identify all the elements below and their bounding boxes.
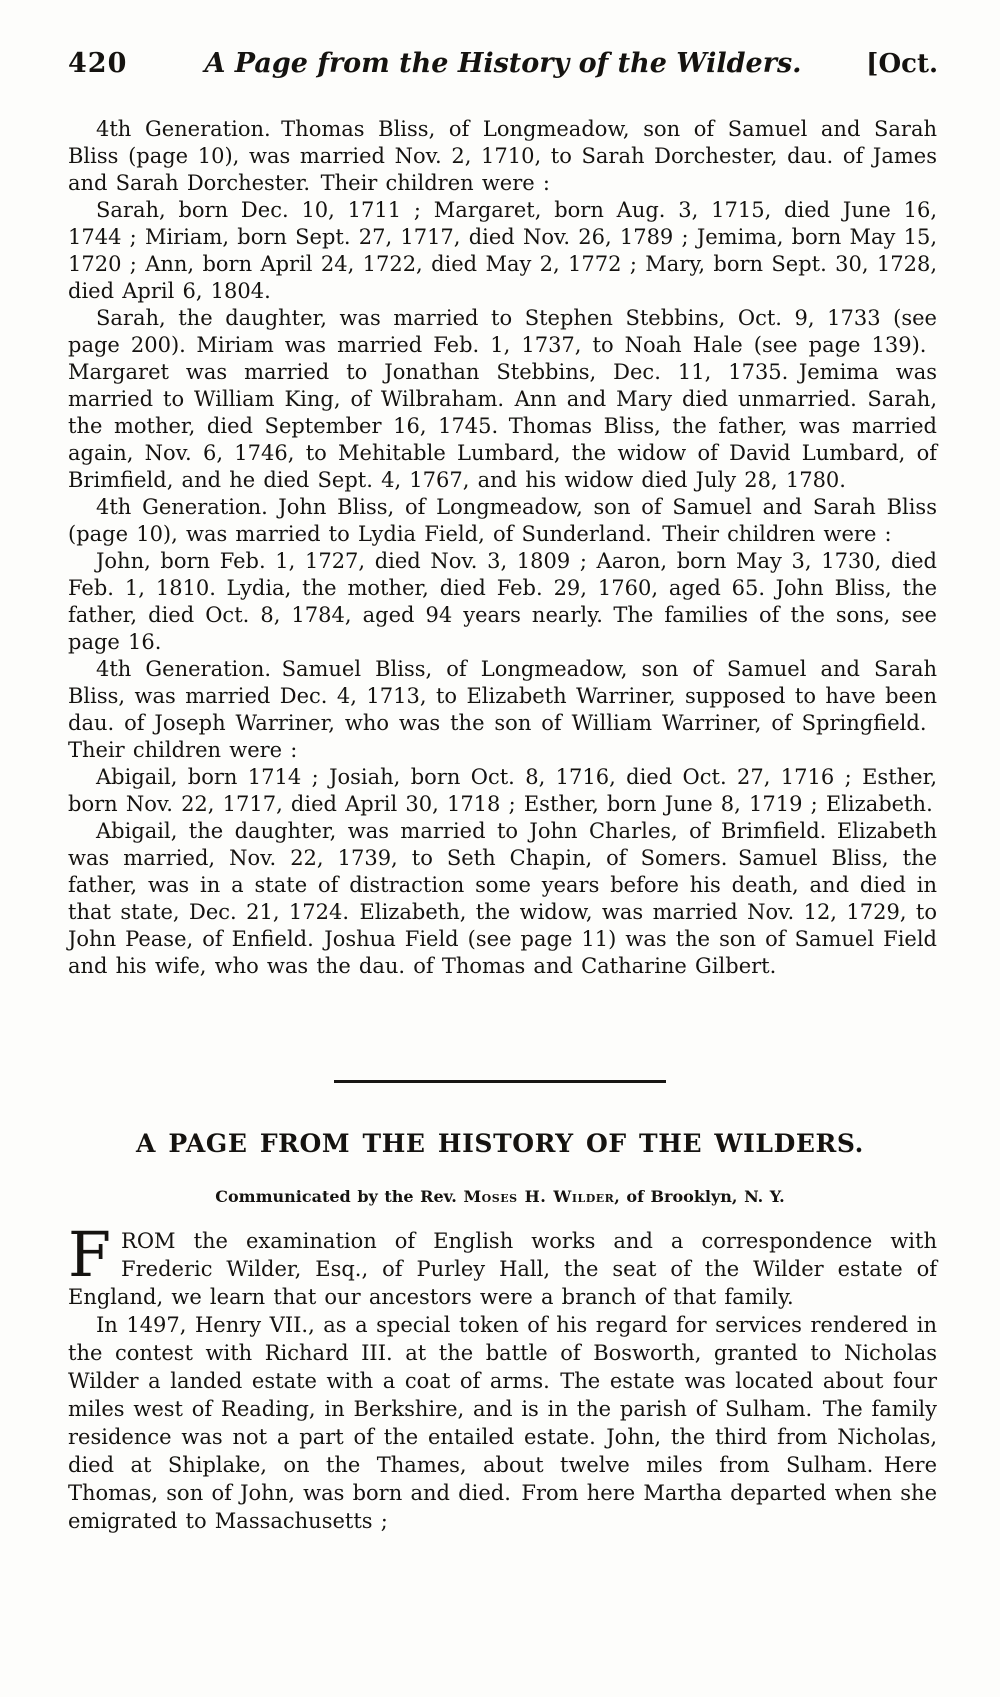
byline-suffix: , of Brooklyn, N. Y. (614, 1187, 785, 1206)
wilders-article-body (68, 1218, 937, 1535)
byline-author-name: Moses H. Wilder (463, 1187, 615, 1206)
section-divider-rule (334, 1080, 666, 1083)
article-opening-text: ROM the examination of English works and a correspondence with Frederic Wilder, Esq., of Purley Hall, the seat of the Wilder estate of England, we learn that our ancestors were a branch of that family. (68, 1229, 937, 1309)
genealogy-paragraph: Abigail, the daughter, was married to John Charles, of Brimfield. Elizabeth was married, Nov. 22, 1739, to Seth Chapin, of Somers. Samuel Bliss, the father, was in a state of distraction some years before his death, and died in that state, Dec. 21, 1724. Elizabeth, the widow, was married Nov. 12, 1729, to John Pease, of Enfield. Joshua Field (see page 11) was the son of Samuel Field and his wife, who was the dau. of Thomas and Catharine Gilbert. (68, 819, 937, 978)
genealogy-paragraph: Sarah, born Dec. 10, 1711 ; Margaret, born Aug. 3, 1715, died June 16, 1744 ; Miriam, born Sept. 27, 1717, died Nov. 26, 1789 ; Jemima, born May 15, 1720 ; Ann, born April 24, 1722, died May 2, 1772 ; Mary, born Sept. 30, 1728, died April 6, 1804. (68, 198, 937, 303)
genealogy-paragraph: 4th Generation. Samuel Bliss, of Longmeadow, son of Samuel and Sarah Bliss, was married Dec. 4, 1713, to Elizabeth Warriner, supposed to have been dau. of Joseph Warriner, who was the son of William Warriner, of Springfield. Their children were : (68, 657, 937, 762)
genealogy-paragraph: 4th Generation. Thomas Bliss, of Longmeadow, son of Samuel and Sarah Bliss (page 10), was married Nov. 2, 1710, to Sarah Dorchester, dau. of James and Sarah Dorchester. Their children were : (68, 117, 937, 195)
byline-prefix: Communicated by the Rev. (215, 1187, 464, 1206)
article-opening-paragraph (68, 1218, 937, 1311)
genealogy-paragraph: Abigail, born 1714 ; Josiah, born Oct. 8, 1716, died Oct. 27, 1716 ; Esther, born Nov. 22, 1717, died April 30, 1718 ; Esther, born June 8, 1719 ; Elizabeth. (68, 765, 937, 816)
bliss-genealogy-section (68, 116, 937, 980)
article-title: A PAGE FROM THE HISTORY OF THE WILDERS. (136, 1129, 864, 1158)
genealogy-paragraph: John, born Feb. 1, 1727, died Nov. 3, 1809 ; Aaron, born May 3, 1730, died Feb. 1, 1810. Lydia, the mother, died Feb. 29, 1760, aged 65. John Bliss, the father, died Oct. 8, 1784, aged 94 years nearly. The families of the sons, see page 16. (68, 549, 937, 654)
page-number: 420 (68, 48, 128, 79)
article-byline (0, 1187, 1000, 1206)
article-paragraph: In 1497, Henry VII., as a special token of his regard for services rendered in the contest with Richard III. at the battle of Bosworth, granted to Nicholas Wilder a landed estate with a coat of arms. The estate was located about four miles west of Reading, in Berkshire, and is in the parish of Sulham. The family residence was not a part of the entailed estate. John, the third from Nicholas, died at Shiplake, on the Thames, about twelve miles from Sulham. Here Thomas, son of John, was born and died. From here Martha departed when she emigrated to Massachusetts ; (68, 1313, 937, 1533)
genealogy-paragraph: Sarah, the daughter, was married to Stephen Stebbins, Oct. 9, 1733 (see page 200). Miriam was married Feb. 1, 1737, to Noah Hale (see page 139). Margaret was married to Jonathan Stebbins, Dec. 11, 1735. Jemima was married to William King, of Wilbraham. Ann and Mary died unmarried. Sarah, the mother, died September 16, 1745. Thomas Bliss, the father, was married again, Nov. 6, 1746, to Mehitable Lumbard, the widow of David Lumbard, of Brimfield, and he died Sept. 4, 1767, and his widow died July 28, 1780. (68, 306, 937, 492)
drop-cap-letter: F (68, 1218, 112, 1291)
running-head (0, 0, 1000, 79)
issue-month-label: [Oct. (866, 49, 938, 79)
running-title: A Page from the History of the Wilders. (204, 48, 802, 79)
genealogy-paragraph: 4th Generation. John Bliss, of Longmeadow, son of Samuel and Sarah Bliss (page 10), was married to Lydia Field, of Sunderland. Their children were : (68, 495, 937, 546)
